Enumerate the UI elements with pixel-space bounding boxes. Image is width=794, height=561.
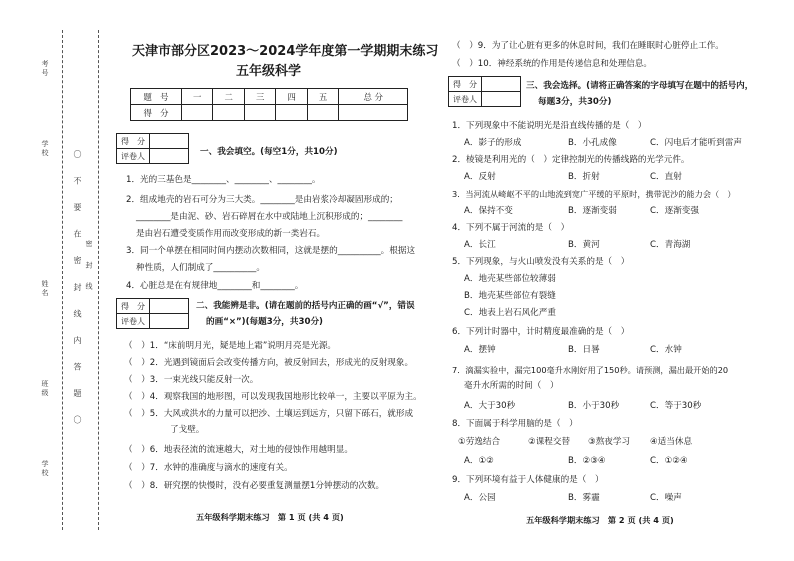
scorebox-sec2-pingjuan: 评卷人 bbox=[117, 314, 150, 329]
scorebox-sec3-pingjuan: 评卷人 bbox=[449, 92, 482, 107]
q1-opt-c: C．闪电后才能听到雷声 bbox=[650, 138, 742, 148]
sec3-heading-2: 每题3分，共30分) bbox=[538, 97, 612, 107]
q2-text: 2．棱镜是利用光的（ ）定律控制光的传播线路的光学元件。 bbox=[452, 155, 690, 165]
scorebox-sec1-defen: 得 分 bbox=[117, 134, 150, 149]
q8-text: 8．下面属于科学用脑的是（ ） bbox=[452, 419, 578, 429]
score-head-2: 二 bbox=[213, 89, 244, 105]
scorebox-sec2-grader[interactable] bbox=[150, 314, 189, 329]
sec2-item-6: （ ）7．水钟的准确度与滴水的速度有关。 bbox=[124, 463, 293, 473]
score-head-3: 三 bbox=[244, 89, 275, 105]
q3-opt-b: B．逐渐变弱 bbox=[568, 206, 617, 216]
score-cell-2[interactable] bbox=[213, 105, 244, 121]
scorebox-sec1-score[interactable] bbox=[150, 134, 189, 149]
q4-opt-a: A．长江 bbox=[464, 240, 496, 250]
q7-opt-b: B．小于30秒 bbox=[568, 401, 620, 411]
scorebox-sec2-score[interactable] bbox=[150, 299, 189, 314]
q6-opt-a: A．摆钟 bbox=[464, 345, 496, 355]
q4-text: 4．下列不属于河流的是（ ） bbox=[452, 223, 570, 233]
q1-opt-b: B．小孔成像 bbox=[568, 138, 617, 148]
sec1-line-3: 是由岩石遭受变质作用而改变形成的新一类岩石。 bbox=[136, 229, 326, 239]
binding-label-xuexiao: 学校 bbox=[41, 140, 49, 158]
q5-opt-b: B．地壳某些部位有裂缝 bbox=[464, 291, 556, 301]
scorebox-sec2 bbox=[116, 298, 189, 329]
q9-text: 9．下列环境有益于人体健康的是（ ） bbox=[452, 475, 604, 485]
page-subtitle: 五年级科学 bbox=[236, 64, 302, 79]
scorebox-sec1 bbox=[116, 133, 189, 164]
binding-label-school2: 学校 bbox=[41, 460, 49, 478]
q7-opt-c: C．等于30秒 bbox=[650, 401, 702, 411]
sec3-heading: 三、我会选择。(请将正确答案的字母填写在题中的括号内， bbox=[526, 81, 754, 91]
binding-line-outer bbox=[62, 30, 63, 530]
sec2-heading-2: 的画“×”)(每题3分，共30分) bbox=[206, 317, 323, 327]
score-cell-total[interactable] bbox=[339, 105, 408, 121]
sec2-item-2: （ ）3．一束光线只能反射一次。 bbox=[124, 375, 259, 385]
sec1-line-2: ________是由泥、砂、岩石碎屑在水中或陆地上沉积形成的；________ bbox=[136, 212, 403, 222]
scorebox-sec3-score[interactable] bbox=[482, 77, 521, 92]
score-head-0: 题 号 bbox=[131, 89, 182, 105]
q4-opt-b: B．黄河 bbox=[568, 240, 600, 250]
sec2-heading: 二、我能辨是非。(请在题前的括号内正确的画“√”，错误 bbox=[196, 301, 415, 311]
score-head-4: 四 bbox=[276, 89, 307, 105]
scorebox-sec1-grader[interactable] bbox=[150, 149, 189, 164]
binding-label-kaohao: 考号 bbox=[41, 60, 49, 78]
sec1-line-6: 4．心脏总是在有规律地________和________。 bbox=[126, 281, 304, 291]
sec1-line-0: 1．光的三基色是________、________、________。 bbox=[126, 175, 321, 185]
q6-text: 6．下列计时器中，计时精度最准确的是（ ） bbox=[452, 327, 630, 337]
q7-opt-a: A．大于30秒 bbox=[464, 401, 516, 411]
q7-text: 7．滴漏实验中，漏完100毫升水刚好用了150秒。请预测，漏出最开始的20 bbox=[452, 365, 729, 375]
q8-opt-b: B．②③④ bbox=[568, 456, 606, 466]
q8-sub-3: ③熬夜学习 bbox=[588, 437, 631, 447]
binding-warning: 〇 不 要 在 密 封 线 内 答 题 〇 bbox=[73, 150, 82, 432]
scorebox-sec3 bbox=[448, 76, 521, 107]
score-row-label: 得 分 bbox=[131, 105, 182, 121]
score-cell-1[interactable] bbox=[182, 105, 213, 121]
sec1-line-4: 3．同一个单摆在相同时间内摆动次数相同，这就是摆的__________。根据这 bbox=[126, 246, 416, 256]
score-table bbox=[130, 88, 408, 121]
footer-left: 五年级科学期末练习 第 1 页 (共 4 页) bbox=[196, 512, 344, 522]
q8-opt-c: C．①②④ bbox=[650, 456, 688, 466]
score-cell-4[interactable] bbox=[276, 105, 307, 121]
binding-label-banji: 班级 bbox=[41, 380, 49, 398]
sec2-item-4: （ ）5．大风或洪水的力量可以把沙、土壤运到远方，只留下砾石，就形成 bbox=[124, 409, 414, 419]
q6-opt-b: B．日晷 bbox=[568, 345, 600, 355]
sec1-heading: 一、我会填空。(每空1分，共10分) bbox=[200, 147, 338, 157]
scorebox-sec2-defen: 得 分 bbox=[117, 299, 150, 314]
q9-opt-a: A．公园 bbox=[464, 493, 496, 503]
sec2-item-8: （ ）9．为了让心脏有更多的休息时间，我们在睡眠时心脏停止工作。 bbox=[452, 41, 724, 51]
sec2-item-7: （ ）8．研究摆的快慢时，没有必要重复测量摆1分钟摆动的次数。 bbox=[124, 481, 385, 491]
scorebox-sec3-defen: 得 分 bbox=[449, 77, 482, 92]
q5-opt-c: C．地表上岩石风化严重 bbox=[464, 308, 556, 318]
sec2-item-0: （ ）1．“床前明月光，疑是地上霜”说明月亮是光源。 bbox=[124, 341, 337, 351]
binding-line-inner bbox=[98, 30, 99, 530]
binding-label-xingming: 姓名 bbox=[41, 280, 49, 298]
sec2-item-5: （ ）6．地表径流的流速越大，对土地的侵蚀作用越明显。 bbox=[124, 445, 353, 455]
q2-opt-c: C．直射 bbox=[650, 172, 682, 182]
score-cell-5[interactable] bbox=[307, 105, 338, 121]
binding-seal: 密 封 线 bbox=[85, 240, 93, 296]
sec1-line-5: 种性质，人们制成了__________。 bbox=[136, 263, 265, 273]
q1-opt-a: A．影子的形成 bbox=[464, 138, 522, 148]
scorebox-sec1-pingjuan: 评卷人 bbox=[117, 149, 150, 164]
sec2-item-4-cont: 了戈壁。 bbox=[170, 425, 205, 435]
sec2-item-9: （ ）10．神经系统的作用是传递信息和处理信息。 bbox=[452, 59, 652, 69]
score-head-5: 五 bbox=[307, 89, 338, 105]
q8-sub-1: ①劳逸结合 bbox=[458, 437, 501, 447]
scorebox-sec3-grader[interactable] bbox=[482, 92, 521, 107]
footer-right: 五年级科学期末练习 第 2 页 (共 4 页) bbox=[526, 515, 674, 525]
sec2-item-1: （ ）2．光遇到镜面后会改变传播方向，被反射回去，形成光的反射现象。 bbox=[124, 358, 414, 368]
q3-opt-a: A．保持不变 bbox=[464, 206, 513, 216]
q3-opt-c: C．逐渐变强 bbox=[650, 206, 699, 216]
q9-opt-b: B．雾霾 bbox=[568, 493, 600, 503]
q9-opt-c: C．噪声 bbox=[650, 493, 682, 503]
q5-opt-a: A．地壳某些部位较薄弱 bbox=[464, 274, 556, 284]
q2-opt-a: A．反射 bbox=[464, 172, 496, 182]
score-cell-3[interactable] bbox=[244, 105, 275, 121]
q8-sub-4: ④适当休息 bbox=[650, 437, 693, 447]
q8-sub-2: ②课程交替 bbox=[528, 437, 571, 447]
q7-text-2: 毫升水所需的时间（ ） bbox=[464, 381, 559, 391]
score-head-6: 总 分 bbox=[339, 89, 408, 105]
q6-opt-c: C．水钟 bbox=[650, 345, 682, 355]
q5-text: 5．下列现象，与火山喷发没有关系的是（ ） bbox=[452, 257, 630, 267]
q4-opt-c: C．青海湖 bbox=[650, 240, 691, 250]
q2-opt-b: B．折射 bbox=[568, 172, 600, 182]
q3-text: 3．当河流从崎岖不平的山地流到宽广平缓的平原时，携带泥沙的能力会（ ） bbox=[452, 189, 736, 199]
q8-opt-a: A．①② bbox=[464, 456, 494, 466]
page-title: 天津市部分区2023～2024学年度第一学期期末练习 bbox=[132, 44, 439, 59]
sec2-item-3: （ ）4．观察我国的地形图，可以发现我国地形比较单一，主要以平原为主。 bbox=[124, 392, 422, 402]
sec1-line-1: 2．组成地壳的岩石可分为三大类。________是由岩浆冷却凝固形成的； bbox=[126, 195, 398, 205]
q1-text: 1．下列现象中不能说明光是沿直线传播的是（ ） bbox=[452, 121, 647, 131]
score-head-1: 一 bbox=[182, 89, 213, 105]
